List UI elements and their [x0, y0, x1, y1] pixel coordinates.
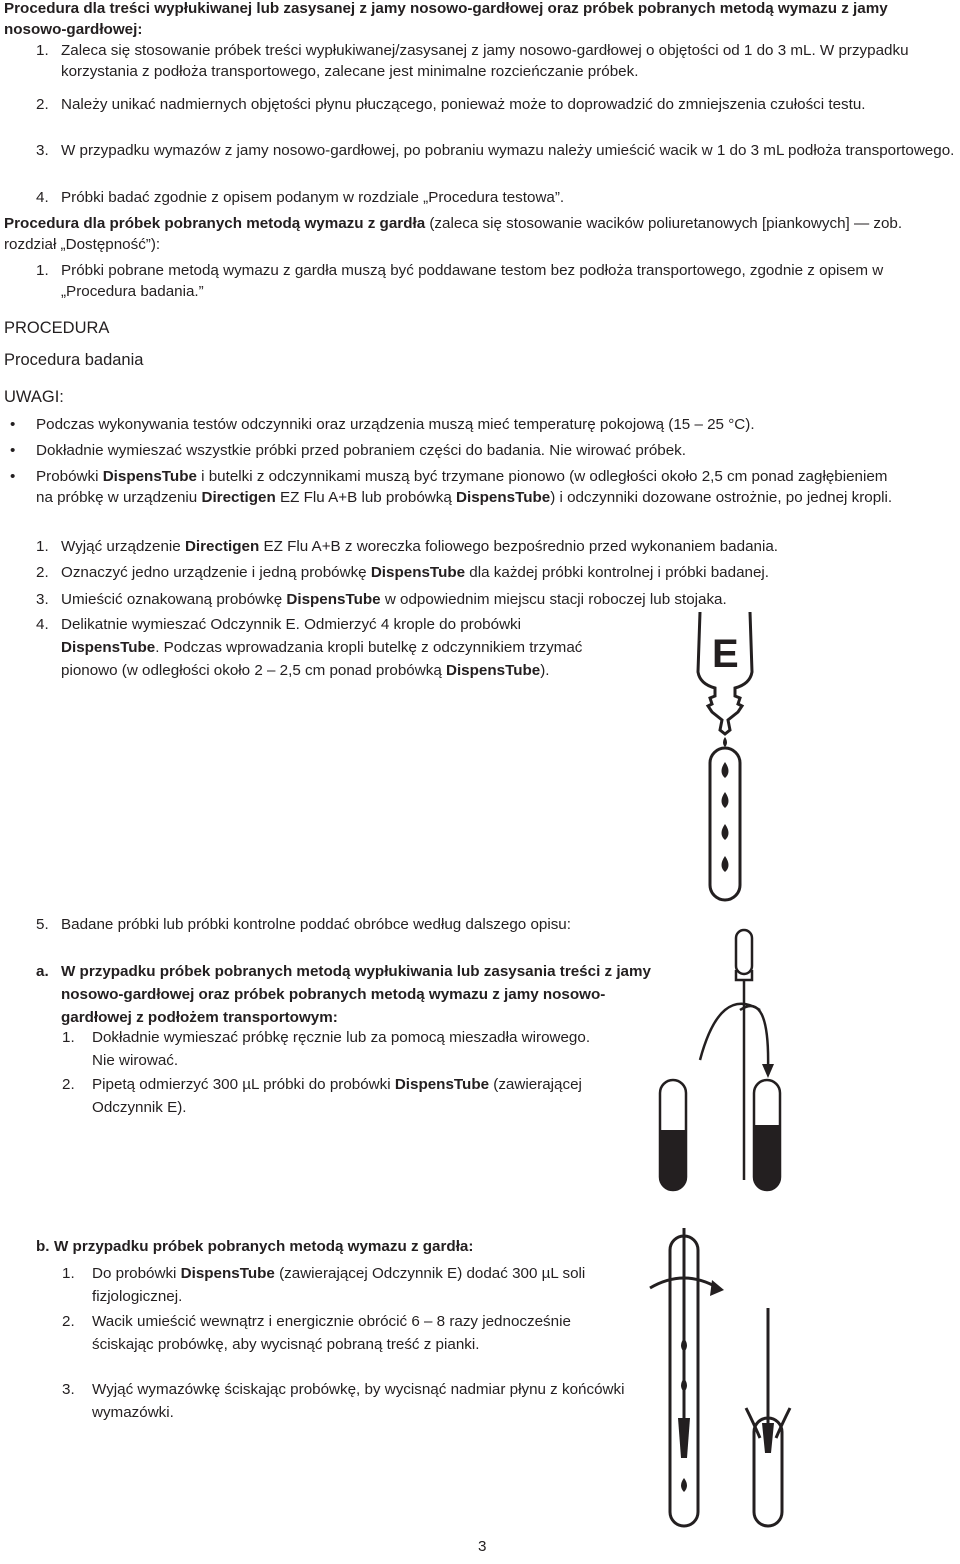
step-item: [36, 536, 936, 557]
section-heading-throat: Procedura dla próbek pobranych metodą wymazu z gardła (zaleca się stosowanie wacików poliuretanowych [piankowych] — zob. rozdział „Dostępność”):: [4, 215, 903, 253]
step-item: [36, 913, 576, 936]
sub-letter: a.: [36, 963, 49, 980]
bullet-icon: •: [10, 442, 16, 459]
step-item: [36, 589, 936, 610]
note-text: Probówki DispensTube i butelki z odczynnikami muszą być trzymane pionowo (w odległości około 2,5 cm ponad zagłębieniem na próbkę w urządzeniu Directigen EZ Flu A+B lub probówką DispensTube) i odczynniki dozowane ostrożnie, po jednej kropli.: [36, 468, 893, 506]
step-number: 1.: [36, 538, 49, 555]
sub-letter: b.: [36, 1238, 50, 1255]
list-number: 2.: [62, 1313, 75, 1330]
step-item: [36, 613, 616, 682]
list-number: 1.: [62, 1265, 75, 1282]
step-text: Oznaczyć jedno urządzenie i jedną probówkę DispensTube dla każdej próbki kontrolnej i próbki badanej.: [61, 564, 770, 581]
list-number: 3.: [62, 1381, 75, 1398]
list-item: [36, 40, 936, 82]
list-item: [62, 1310, 622, 1356]
list-item: [62, 1026, 602, 1072]
note-text: Dokładnie wymieszać wszystkie próbki przed pobraniem części do badania. Nie wirować próbek.: [36, 442, 686, 459]
sub-a-heading: a. W przypadku próbek pobranych metodą wypłukiwania lub zasysania treści z jamy nosowo-gardłowej oraz próbek pobranych metodą wymazu z jamy nosowo-gardłowej z podłożem transportowym:: [36, 960, 656, 1029]
list-text: Dokładnie wymieszać próbkę ręcznie lub za pomocą mieszadła wirowego. Nie wirować.: [92, 1029, 591, 1069]
sub-b-heading: b. W przypadku próbek pobranych metodą wymazu z gardła:: [36, 1238, 474, 1255]
step-text: Delikatnie wymieszać Odczynnik E. Odmierzyć 4 krople do probówki DispensTube. Podczas wprowadzania kropli butelkę z odczynnikiem trzymać pionowo (w odległości około 2 – 2,5 cm ponad probówką DispensTube).: [61, 616, 583, 679]
list-number: 1.: [36, 42, 49, 59]
list-text: Należy unikać nadmiernych objętości płynu płuczącego, ponieważ może to doprowadzić do zmniejszenia czułości testu.: [61, 96, 866, 113]
step-number: 2.: [36, 564, 49, 581]
note-item: [10, 440, 910, 461]
procedure-title: PROCEDURA: [4, 319, 110, 337]
step-number: 4.: [36, 616, 49, 633]
list-number: 1.: [36, 262, 49, 279]
list-item: [62, 1262, 642, 1308]
note-text: Podczas wykonywania testów odczynniki oraz urządzenia muszą mieć temperaturę pokojową (15 – 25 °C).: [36, 416, 755, 433]
list-text: Próbki badać zgodnie z opisem podanym w rozdziale „Procedura testowa”.: [61, 189, 565, 206]
section-heading-nasal: Procedura dla treści wypłukiwanej lub zasysanej z jamy nosowo-gardłowej oraz próbek pobranych metodą wymazu z jamy nosowo-gardłowej:: [4, 0, 888, 38]
notes-label: UWAGI:: [4, 388, 64, 406]
pipette-transfer-illustration: [640, 930, 800, 1190]
list-item: [36, 94, 954, 115]
list-item: [62, 1378, 642, 1424]
list-number: 2.: [62, 1076, 75, 1093]
list-number: 3.: [36, 142, 49, 159]
swab-illustration: [640, 1228, 800, 1528]
reagent-bottle-illustration: [660, 612, 800, 912]
list-item: [62, 1073, 602, 1119]
list-text: Pipetą odmierzyć 300 µL próbki do probówki DispensTube (zawierającej Odczynnik E).: [92, 1076, 582, 1116]
page-number: 3: [478, 1538, 487, 1555]
list-text: Próbki pobrane metodą wymazu z gardła muszą być poddawane testom bez podłoża transportowego, zgodnie z opisem w „Procedura badania.”: [61, 262, 884, 300]
note-item: [10, 466, 908, 508]
bullet-icon: •: [10, 468, 16, 485]
step-number: 3.: [36, 591, 49, 608]
list-number: 1.: [62, 1029, 75, 1046]
bullet-icon: •: [10, 416, 16, 433]
list-item: [36, 187, 936, 208]
bottle-label: E: [712, 632, 739, 676]
list-number: 2.: [36, 96, 49, 113]
note-item: [10, 414, 910, 435]
procedure-subtitle: Procedura badania: [4, 351, 144, 369]
step-item: [36, 562, 936, 583]
list-text: Do probówki DispensTube (zawierającej Odczynnik E) dodać 300 µL soli fizjologicznej.: [92, 1265, 586, 1305]
step-number: 5.: [36, 916, 49, 933]
step-text: Wyjąć urządzenie Directigen EZ Flu A+B z woreczka foliowego bezpośrednio przed wykonaniem badania.: [61, 538, 779, 555]
list-text: Wyjąć wymazówkę ściskając probówkę, by wycisnąć nadmiar płynu z końcówki wymazówki.: [92, 1381, 625, 1421]
list-number: 4.: [36, 189, 49, 206]
list-item: [36, 140, 958, 161]
step-text: Badane próbki lub próbki kontrolne poddać obróbce według dalszego opisu:: [61, 916, 571, 933]
list-text: Zaleca się stosowanie próbek treści wypłukiwanej/zasysanej z jamy nosowo-gardłowej o objętości od 1 do 3 mL. W przypadku korzystania z podłoża transportowego, zalecane jest minimalne rozcieńczanie próbek.: [61, 42, 909, 80]
step-text: Umieścić oznakowaną probówkę DispensTube w odpowiednim miejscu stacji roboczej lub stojaka.: [61, 591, 727, 608]
list-text: W przypadku wymazów z jamy nosowo-gardłowej, po pobraniu wymazu należy umieścić wacik w 1 do 3 mL podłoża transportowego.: [61, 142, 955, 159]
list-text: Wacik umieścić wewnątrz i energicznie obrócić 6 – 8 razy jednocześnie ściskając probówkę, aby wycisnąć pobraną treść z pianki.: [92, 1313, 571, 1353]
list-item: [36, 260, 936, 302]
